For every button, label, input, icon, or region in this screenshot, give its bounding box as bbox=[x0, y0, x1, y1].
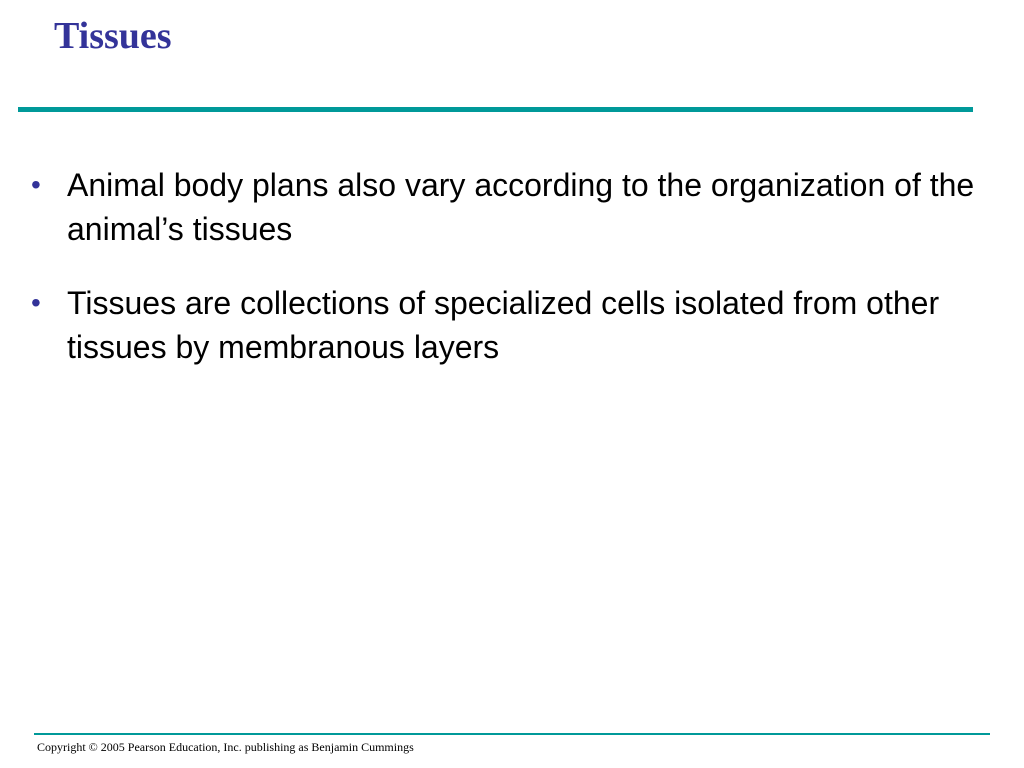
bullet-item bbox=[28, 163, 978, 251]
bullet-list bbox=[28, 163, 978, 399]
title-divider bbox=[18, 107, 973, 112]
footer-divider bbox=[34, 733, 990, 735]
bullet-item bbox=[28, 281, 978, 369]
copyright-footer: Copyright © 2005 Pearson Education, Inc. publishing as Benjamin Cummings bbox=[37, 740, 414, 754]
bullet-icon: • bbox=[31, 169, 41, 200]
bullet-icon: • bbox=[31, 287, 41, 318]
bullet-text: Animal body plans also vary according to the organization of the animal’s tissues bbox=[67, 167, 975, 247]
slide-title: Tissues bbox=[54, 15, 172, 57]
bullet-text: Tissues are collections of specialized cells isolated from other tissues by membranous layers bbox=[67, 285, 940, 365]
